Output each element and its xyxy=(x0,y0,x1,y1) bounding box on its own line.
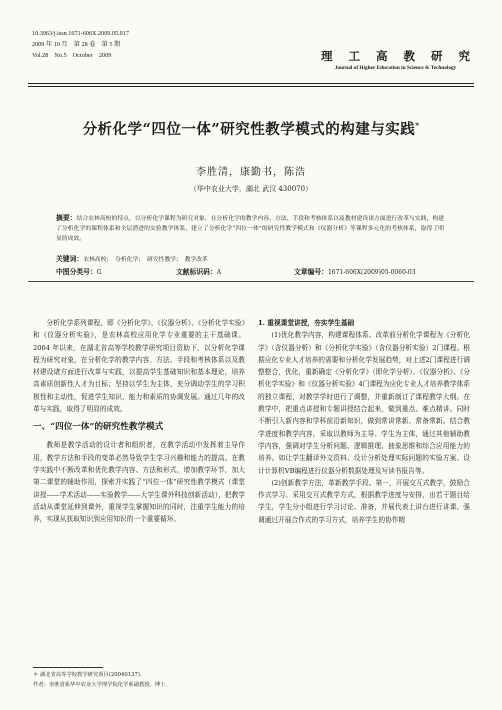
articleno-label: 文章编号： xyxy=(294,268,328,276)
keywords xyxy=(56,253,444,263)
header-rule-thin xyxy=(28,86,474,87)
footnote-fund: ＊ 湖北省高等学校教学研究项目(20040137)． xyxy=(33,672,146,678)
footnote-rule xyxy=(33,667,103,668)
header-rule xyxy=(28,83,474,84)
journal-name-cn: 理工高教研究 xyxy=(321,49,486,63)
article-meta xyxy=(56,266,444,276)
title-footnote-mark: * xyxy=(415,121,420,131)
abstract-text: 结合农林高校的特点，以分析化学课程为研究对象，在分析化学的教学内容、方法、手段和考核体系以及教材建设诸方面进行改革与实践，构建了分析化学的课程体系和全层潜进的实验教学体系，建立了分析化学“四位一体”的研究性教学模式和《仪器分析》等课程多元化的考核体系，取得了明显的成效。 xyxy=(56,216,445,243)
abstract-divider xyxy=(28,281,474,282)
abstract xyxy=(56,213,444,245)
intro-paragraph: 分析化学系列课程，即《分析化学》、《仪器分析》、《分析化学实验》和《仪器分析实验》，是农林高校应用化学专业重要的主干基础课。2004 年以来，在湖北省高等学校教学研究项目资助下，以分析化学课程为研究对象，在分析化学的教学内容、方法、手段和考核体系以及教材建设诸方面进行改革与实践，以提高学生基础知识和基本理论，培养高素质创新性人才为目标；坚持以学生为主体，充分调动学生的学习积极性和主动性，促进学生知识、能力和素质的协调发展。通过几年的改革与实践，取得了明显的成效。 xyxy=(33,319,245,414)
article-title xyxy=(0,118,502,139)
paragraph-teaching-methods: (2)创新教学方法，革新教学手段。第一，开展交互式教学，鼓励合作式学习。采用交互式教学方式，根据教学进度与安排，出若干题目给学生，学生分小组进行学习讨论、准备，并展代表上讲台进行讲课。强调通过开展合作式的学习方式，培养学生的协作精 xyxy=(258,478,470,524)
section-1-heading: 一、“四位一体”的研究性教学模式 xyxy=(33,422,164,433)
articleno-value: 1671-606X(2009)05-0060-03 xyxy=(327,269,416,276)
abstract-label: 摘要： xyxy=(56,214,77,222)
issue-cn: 2009 年 10 月 第 28 卷 第 5 期 xyxy=(32,41,121,48)
journal-name-en: Journal of Higher Education in Science & Technology xyxy=(334,65,457,71)
doi: 10.3963/j.issn.1671-606X.2009.05.017 xyxy=(32,30,129,37)
clc-label: 中图分类号： xyxy=(56,268,97,276)
journal-name xyxy=(321,48,486,71)
authors: 李胜清，康勤书，陈浩 xyxy=(196,167,306,178)
issue-info xyxy=(32,28,129,61)
section-1-paragraph: 教师是教学活动的设计者和组织者，在教学活动中发挥着主导作用，教学方法和手段的变革必然导致学生学习兴趣和能力的提高。在教学实践中不断改革和优化教学内容、方法和形式，增加教学环节，加大第二课堂的辅助作用，探索并实践了“四位一体”研究性教学模式（课堂讲授——学术活动——实验教学——大学生课外科技创新活动），把教学活动从课堂延伸到课外，重视学生掌握知识的同时，注重学生能力的培养，实现从获取知识到应用知识的一个重要循环。 xyxy=(33,441,245,524)
paragraph-content-optimization: (1)优化教学内容，构建课程体系。改革前分析化学课程为《分析化学》（含仪器分析）和《分析化学实验》（含仪器分析实验）2门课程。根据应化专业人才培养的需要和分析化学发展趋势，对上述2门课程进行调整整合，优化，重新确定《分析化学》（即化学分析）、《仪器分析》、《分析化学实验》和《仪器分析实验》4门课程为应化专业人才培养教学体系的独立课程，对教学学时进行了调整，并重新制订了课程教学大纲。在教学中，把重点讲授和专题讲授结合起来，做到重点、难点精讲。同时不断引入新内容和学科前沿新知识，做到常讲常新、常备常新。结合教学进度和教学内容，采取以教师为主导、学生为主体，通过其他辅助教学内容，强调对学生分析问题、逻辑推理、抽象思维和综合应用能力的培养。如让学生翻译外文资料、设计分析处理实际问题的实验方案、设计计算机VB编程进行仪器分析数据处理及写读书报告等。 xyxy=(258,331,470,475)
affiliation: （华中农业大学，湖北 武汉 430070） xyxy=(189,185,313,193)
article-title-text: 分析化学“四位一体”研究性教学模式的构建与实践 xyxy=(82,121,416,138)
left-column xyxy=(33,317,245,525)
right-column xyxy=(258,317,470,526)
doccode-value: A xyxy=(216,269,222,276)
footnote-author: 作者：李胜清系华中农业大学理学院化学系副教授，博士． xyxy=(33,682,171,688)
issue-en: Vol.28 No.5 October 2009 xyxy=(32,52,112,59)
keywords-text: 农林高校； 分析化学； 研究性教学； 教学改革 xyxy=(83,257,208,263)
subsection-1-heading: 1. 重视课堂讲授，夯实学生基础 xyxy=(258,319,355,327)
doccode-label: 文献标识码： xyxy=(176,268,217,276)
clc-value: G xyxy=(96,269,102,276)
keywords-label: 关键词： xyxy=(56,255,84,263)
